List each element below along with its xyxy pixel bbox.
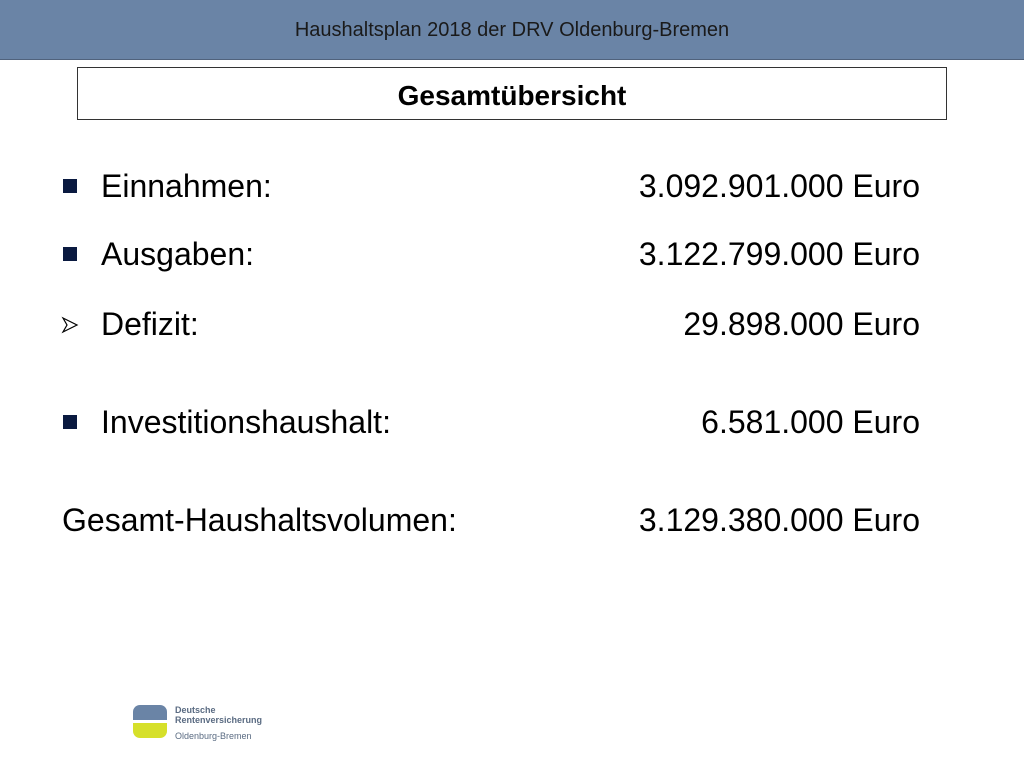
logo-text-line1: Deutsche xyxy=(175,705,216,715)
item-investitionshaushalt xyxy=(0,400,1024,444)
item-label: Defizit: xyxy=(101,306,199,342)
section-title: Gesamtübersicht xyxy=(397,80,627,111)
item-amount: 3.092.901.000 Euro xyxy=(638,168,920,204)
square-bullet-icon xyxy=(63,247,77,261)
total-row xyxy=(0,498,1024,542)
square-bullet-icon xyxy=(63,179,77,193)
total-label: Gesamt-Haushaltsvolumen: xyxy=(62,502,457,538)
drv-logo xyxy=(133,705,263,745)
item-ausgaben xyxy=(0,232,1024,276)
item-defizit xyxy=(0,302,1024,346)
logo-text-line2: Rentenversicherung xyxy=(175,715,263,725)
logo-mark-top xyxy=(133,705,167,720)
item-label: Ausgaben: xyxy=(101,236,255,272)
header-title: Haushaltsplan 2018 der DRV Oldenburg-Bremen xyxy=(294,19,730,41)
item-label: Investitionshaushalt: xyxy=(101,404,391,440)
item-amount: 6.581.000 Euro xyxy=(701,404,920,440)
item-amount: 29.898.000 Euro xyxy=(683,306,920,342)
item-label: Einnahmen: xyxy=(101,168,272,204)
square-bullet-icon xyxy=(63,415,77,429)
logo-mark-bottom xyxy=(133,723,167,738)
item-amount: 3.122.799.000 Euro xyxy=(638,236,920,272)
item-einnahmen xyxy=(0,164,1024,208)
header-bar xyxy=(0,0,1024,60)
total-amount: 3.129.380.000 Euro xyxy=(638,502,920,538)
logo-text-line3: Oldenburg-Bremen xyxy=(175,731,252,741)
arrow-bullet-icon xyxy=(60,315,80,335)
section-title-box xyxy=(77,67,947,120)
